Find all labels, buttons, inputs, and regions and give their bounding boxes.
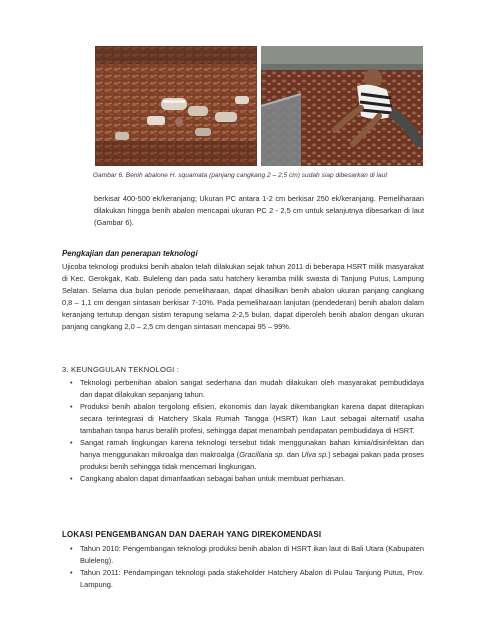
list-item-text: Tahun 2010: Pengembangan teknologi produksi benih abalon di HSRT ikan laut di Bali Utara (Kabupaten Buleleng). (80, 544, 424, 565)
paragraph-continuation: berkisar 400-500 ek/keranjang; Ukuran PC antara 1-2 cm berkisar 250 ek/keranjang. Pemeliharaan dilakukan hingga benih abalon mencapai ukuran PC 2 - 2,5 cm untuk selanjutnya dibesarkan di laut (Gambar 6). (94, 194, 424, 227)
list-item-text: Produksi benih abalon tergolong efisien, ekonomis dan layak dikembangkan karena dapat diterapkan secara terintegrasi di Hatchery Skala Rumah Tangga (HSRT) Ikan Laut sebagai alternatif usaha tambahan tanpa harus beralih profesi, sehingga dapat menambah pendapatan pembudidaya di HSRT. (80, 402, 424, 435)
bullet-icon: • (70, 402, 73, 411)
heading-advantages: 3. KEUNGGULAN TEKNOLOGI : (62, 365, 180, 374)
text-part: Sangat ramah lingkungan karena teknologi tersebut tidak menggunakan bahan kimia/disinfektan dan hanya menggunakan mikroalga dan makroalga ( (80, 438, 424, 459)
list-item (70, 437, 424, 473)
species-name-gracillaria: Gracillaria sp. (239, 450, 285, 459)
figure-caption: Gambar 6. Benih abalone H. squamata (panjang cangkang 2 – 2,5 cm) sudah siap dibesarkan di laut (92, 172, 388, 179)
list-item (70, 377, 424, 401)
bullet-icon: • (70, 544, 73, 553)
heading-location: LOKASI PENGEMBANGAN DAN DAERAH YANG DIREKOMENDASI (62, 530, 322, 539)
text-part: dan (284, 450, 302, 459)
list-item-text (80, 438, 424, 471)
list-item (70, 567, 424, 591)
bullet-icon: • (70, 438, 73, 447)
list-item-text: Tahun 2011: Pendampingan teknologi pada stakeholder Hatchery Abalon di Pulau Tanjung Putus, Prov. Lampung. (80, 568, 424, 589)
species-name-ulva: Ulva sp. (301, 450, 329, 459)
heading-assessment: Pengkajian dan penerapan teknologi (62, 249, 198, 258)
bullet-icon: • (70, 474, 73, 483)
photo-worker-at-tank (261, 46, 423, 166)
list-item (70, 401, 424, 437)
list-item (70, 543, 424, 567)
text-part: ) sebagai pakan pada proses produksi benih sehingga tidak mencemari lingkungan. (80, 450, 424, 471)
figure-photos (95, 46, 423, 166)
photo-abalone-seed-containers (95, 46, 257, 166)
list-item (70, 473, 424, 485)
bullet-icon: • (70, 568, 73, 577)
bullet-icon: • (70, 378, 73, 387)
paragraph-assessment: Ujicoba teknologi produksi benih abalon telah dilakukan sejak tahun 2011 di beberapa HSRT milik masyarakat di Kec. Gerokgak, Kab. Buleleng dan pada satu hatchery keramba milik swasta di Tanjung Putus, Lampung Selatan. Selama dua bulan periode pemeliharaan, dapat dihasilkan benih abalon ukuran panjang cangkang 0,8 – 1,1 cm dengan sintasan berkisar 7-10%. Pada pemeliharaan lanjutan (pendederan) benih abalon dalam keranjang tertutup dengan sistim terapung selama 2-2,5 bulan, dapat diperoleh benih abalon dengan ukuran panjang cangkang 2,0 – 2,5 cm dengan sintasan mencapai 95 – 99%. (62, 262, 424, 331)
list-item-text: Cangkang abalon dapat dimanfaatkan sebagai bahan untuk membuat perhiasan. (80, 474, 346, 483)
list-location (70, 543, 424, 591)
list-item-text: Teknologi perbenihan abalon sangat sederhana dan mudah dilakukan oleh masyarakat pembudidaya dan dapat dilakukan sepanjang tahun. (80, 378, 424, 399)
list-advantages (70, 377, 424, 485)
